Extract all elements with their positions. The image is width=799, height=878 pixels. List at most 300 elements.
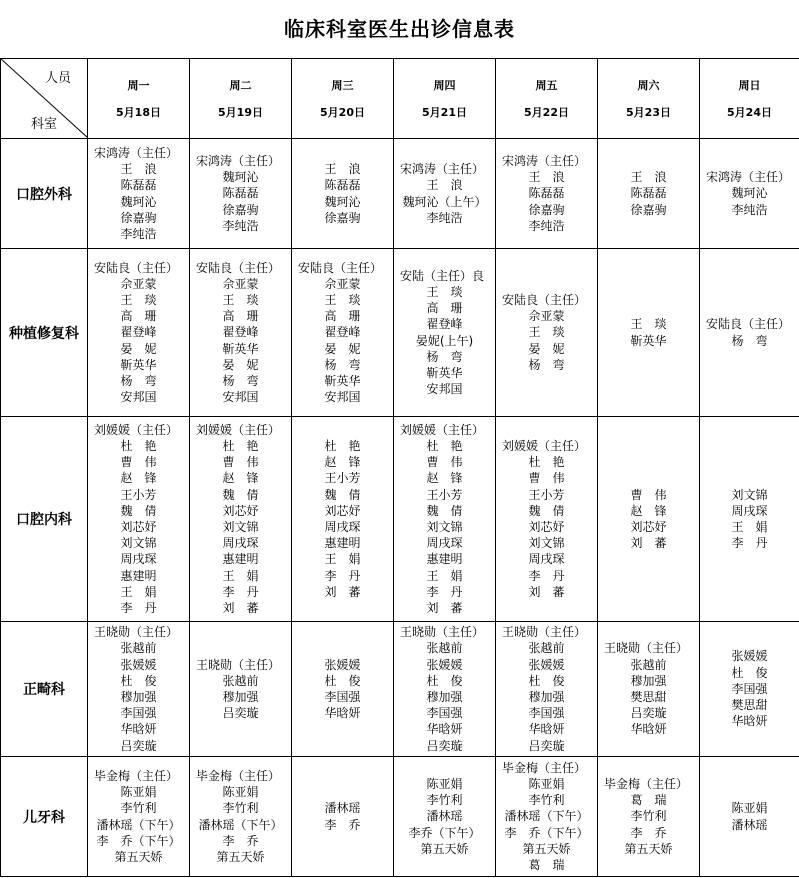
day-date: 5月24日 — [727, 106, 772, 119]
day-header — [292, 59, 394, 139]
doctor-name: 刘 蕃 — [222, 601, 259, 616]
doctor-name: 徐嘉驹 — [630, 202, 667, 217]
doctor-name: 张媛媛 — [528, 657, 565, 672]
doctor-name: 安邦国 — [324, 390, 361, 405]
doctor-name: 李国强 — [426, 706, 463, 721]
doctor-name: 穆加强 — [222, 690, 259, 704]
doctor-name: 张越前 — [630, 657, 667, 672]
doctor-list — [292, 161, 393, 226]
doctor-name: 樊思甜 — [630, 690, 667, 704]
doctor-name: 安陆良（主任） — [94, 260, 179, 275]
doctor-name: 赵 锋 — [630, 503, 667, 518]
doctor-name: 张媛媛 — [426, 657, 463, 672]
day-date: 5月22日 — [524, 106, 569, 119]
doctor-list — [190, 657, 291, 722]
doctor-name: 潘林瑶（下午） — [198, 817, 283, 832]
doctor-name: 刘文锦 — [426, 520, 463, 534]
doctor-list — [496, 760, 597, 873]
doctor-name: 王 浪 — [426, 178, 463, 193]
doctor-name: 华晗妍 — [324, 706, 361, 721]
doctor-name: 刘媛媛（主任） — [400, 422, 485, 437]
schedule-cell — [88, 249, 190, 417]
schedule-cell — [394, 417, 496, 622]
doctor-name: 王小芳 — [528, 487, 565, 502]
doctor-name: 刘 蕃 — [324, 584, 361, 599]
department-row — [1, 417, 799, 622]
doctor-name: 佘亚蒙 — [324, 276, 361, 291]
doctor-name: 吕奕璇 — [630, 706, 667, 721]
schedule-cell — [88, 139, 190, 249]
department-name: 口腔内科 — [1, 417, 88, 622]
doctor-name: 曹 伟 — [426, 455, 463, 470]
doctor-name: 吕奕璇 — [528, 738, 565, 753]
doctor-name: 晏 妮 — [528, 341, 565, 356]
doctor-name: 翟登峰 — [222, 325, 259, 340]
doctor-name: 陈磊磊 — [324, 178, 361, 193]
day-name: 周三 — [331, 79, 354, 92]
day-header — [700, 59, 799, 139]
doctor-name: 王晓勋（主任） — [400, 625, 485, 640]
doctor-list — [190, 260, 291, 406]
doctor-list — [598, 316, 699, 348]
doctor-name: 李纯浩 — [528, 218, 565, 233]
doctor-name: 杜 俊 — [324, 673, 361, 688]
schedule-cell — [700, 757, 799, 877]
doctor-name: 安陆良（主任） — [502, 292, 587, 307]
schedule-cell — [292, 139, 394, 249]
doctor-name: 穆加强 — [528, 690, 565, 704]
page-title: 临床科室医生出诊信息表 — [284, 17, 515, 41]
schedule-cell — [700, 622, 799, 757]
schedule-cell — [88, 622, 190, 757]
doctor-name: 魏 倩 — [222, 487, 259, 502]
doctor-list — [88, 768, 189, 865]
doctor-name: 毕金梅（主任） — [502, 760, 587, 775]
doctor-name: 穆加强 — [630, 673, 667, 688]
doctor-list — [292, 438, 393, 600]
doctor-name: 高 珊 — [426, 301, 463, 316]
doctor-name: 晏 妮 — [120, 341, 157, 356]
doctor-name: 靳英华 — [426, 365, 463, 380]
doctor-name: 王 娟 — [222, 568, 259, 583]
day-header — [88, 59, 190, 139]
doctor-name: 翟登峰 — [426, 317, 463, 332]
doctor-name: 刘文锦 — [528, 536, 565, 551]
doctor-name: 魏珂沁 — [120, 194, 157, 209]
department-name: 口腔外科 — [1, 139, 88, 249]
doctor-name: 张媛媛 — [120, 657, 157, 672]
doctor-name: 徐嘉驹 — [222, 202, 259, 217]
doctor-name: 高 珊 — [324, 309, 361, 324]
doctor-name: 刘芯妤 — [528, 520, 565, 534]
doctor-name: 李纯浩 — [222, 218, 259, 233]
doctor-list — [88, 260, 189, 406]
doctor-name: 周戌琛 — [324, 520, 361, 534]
header-row — [1, 59, 799, 139]
doctor-name: 李竹利 — [426, 793, 463, 808]
doctor-name: 刘 蕃 — [528, 584, 565, 599]
doctor-name: 陈磊磊 — [630, 186, 667, 201]
doctor-name: 徐嘉驹 — [120, 210, 157, 225]
day-name: 周一 — [127, 79, 150, 92]
doctor-list — [88, 145, 189, 242]
doctor-name: 高 珊 — [222, 309, 259, 324]
doctor-name: 杨 弯 — [222, 374, 259, 388]
department-row — [1, 249, 799, 417]
doctor-name: 刘媛媛（主任） — [94, 422, 179, 437]
doctor-list — [394, 268, 495, 398]
schedule-cell — [496, 622, 598, 757]
doctor-name: 第五天娇 — [624, 841, 673, 856]
doctor-name: 第五天娇 — [522, 841, 571, 856]
doctor-name: 华晗妍 — [630, 722, 667, 737]
department-name: 种植修复科 — [1, 249, 88, 417]
doctor-name: 王 琰 — [324, 292, 361, 307]
schedule-cell — [190, 417, 292, 622]
doctor-name: 赵 锋 — [426, 471, 463, 486]
doctor-list — [292, 657, 393, 722]
doctor-name: 翟登峰 — [120, 325, 157, 340]
doctor-name: 华晗妍 — [528, 722, 565, 737]
schedule-table — [0, 58, 799, 877]
doctor-list — [496, 438, 597, 600]
doctor-name: 杨 弯 — [731, 333, 768, 348]
doctor-name: 李国强 — [528, 706, 565, 721]
doctor-list — [190, 422, 291, 616]
doctor-name: 惠建明 — [426, 552, 463, 567]
doctor-name: 王 琰 — [222, 292, 259, 307]
doctor-name: 陈亚娟 — [426, 776, 463, 791]
doctor-name: 安陆（主任）良 — [400, 268, 485, 283]
doctor-name: 李 丹 — [731, 536, 768, 551]
doctor-name: 王 娟 — [731, 520, 768, 534]
doctor-name: 刘媛媛（主任） — [196, 422, 281, 437]
doctor-name: 晏 妮 — [222, 357, 259, 372]
doctor-list — [190, 768, 291, 865]
doctor-name: 魏珂沁 — [222, 170, 259, 185]
doctor-name: 杜 艳 — [528, 455, 565, 470]
doctor-name: 李国强 — [120, 706, 157, 721]
doctor-name: 陈磊磊 — [222, 186, 259, 201]
department-row — [1, 757, 799, 877]
day-header — [394, 59, 496, 139]
corner-dept-label: 科室 — [31, 117, 58, 132]
doctor-name: 王晓勋（主任） — [94, 625, 179, 640]
doctor-name: 安邦国 — [426, 382, 463, 397]
doctor-name: 周戌琛 — [426, 536, 463, 551]
doctor-name: 李纯浩 — [731, 202, 768, 217]
doctor-list — [598, 169, 699, 218]
day-name: 周六 — [637, 79, 660, 92]
doctor-name: 魏 倩 — [324, 487, 361, 502]
doctor-name: 李 乔（下午） — [96, 833, 181, 848]
schedule-cell — [292, 249, 394, 417]
doctor-name: 潘林瑶 — [426, 809, 463, 824]
doctor-list — [700, 648, 799, 729]
doctor-name: 李竹利 — [528, 793, 565, 808]
doctor-name: 王小芳 — [324, 471, 361, 486]
doctor-name: 李 丹 — [426, 584, 463, 599]
doctor-name: 李 乔 — [630, 825, 667, 840]
doctor-list — [394, 624, 495, 754]
doctor-name: 周戌琛 — [120, 552, 157, 567]
doctor-name: 刘芯妤 — [630, 520, 667, 534]
doctor-name: 李竹利 — [222, 801, 259, 816]
day-date: 5月19日 — [218, 106, 263, 119]
doctor-name: 陈磊磊 — [120, 178, 157, 193]
doctor-name: 杜 俊 — [426, 673, 463, 688]
doctor-name: 张越前 — [222, 673, 259, 688]
doctor-name: 毕金梅（主任） — [196, 768, 281, 783]
doctor-name: 赵 锋 — [324, 455, 361, 470]
doctor-name: 赵 锋 — [222, 471, 259, 486]
doctor-name: 张媛媛 — [324, 657, 361, 672]
doctor-name: 刘 蕃 — [630, 536, 667, 551]
doctor-name: 王晓勋（主任） — [196, 657, 281, 672]
schedule-body — [1, 139, 799, 877]
doctor-name: 晏妮(上午) — [415, 333, 474, 348]
doctor-name: 李 丹 — [324, 568, 361, 583]
doctor-name: 吕奕璇 — [120, 738, 157, 753]
doctor-name: 陈亚娟 — [528, 776, 565, 791]
doctor-name: 佘亚蒙 — [222, 276, 259, 291]
doctor-name: 刘芯妤 — [120, 520, 157, 534]
doctor-list — [598, 487, 699, 552]
doctor-name: 华晗妍 — [426, 722, 463, 737]
schedule-cell — [700, 139, 799, 249]
doctor-name: 魏珂沁 — [731, 186, 768, 201]
doctor-name: 靳英华 — [630, 333, 667, 348]
doctor-name: 第五天娇 — [216, 849, 265, 864]
doctor-name: 惠建明 — [324, 536, 361, 551]
day-date: 5月23日 — [626, 106, 671, 119]
doctor-name: 樊思甜 — [731, 698, 768, 713]
schedule-cell — [88, 757, 190, 877]
doctor-name: 第五天娇 — [420, 841, 469, 856]
department-name: 正畸科 — [1, 622, 88, 757]
schedule-cell — [598, 622, 700, 757]
doctor-name: 刘芯妤 — [222, 503, 259, 518]
doctor-name: 杨 弯 — [426, 349, 463, 364]
schedule-cell — [394, 249, 496, 417]
schedule-cell — [496, 757, 598, 877]
doctor-list — [700, 169, 799, 218]
doctor-name: 华晗妍 — [731, 714, 768, 729]
doctor-name: 李 乔（下午） — [504, 825, 589, 840]
doctor-name: 宋鸿涛（主任） — [400, 162, 485, 177]
doctor-name: 王晓勋（主任） — [604, 641, 689, 656]
doctor-name: 吕奕璇 — [222, 706, 259, 721]
doctor-name: 周戌琛 — [731, 503, 768, 518]
doctor-name: 李 乔 — [324, 817, 361, 832]
doctor-name: 王 浪 — [528, 170, 565, 185]
schedule-cell — [292, 757, 394, 877]
doctor-name: 魏 倩 — [426, 503, 463, 518]
doctor-name: 王晓勋（主任） — [502, 625, 587, 640]
schedule-cell — [394, 139, 496, 249]
doctor-name: 魏 倩 — [120, 503, 157, 518]
doctor-name: 葛 瑞 — [528, 858, 565, 872]
doctor-name: 刘芯妤 — [324, 503, 361, 518]
doctor-name: 佘亚蒙 — [120, 276, 157, 291]
doctor-name: 王 琰 — [630, 317, 667, 332]
doctor-name: 穆加强 — [426, 690, 463, 704]
schedule-cell — [394, 622, 496, 757]
doctor-name: 毕金梅（主任） — [604, 776, 689, 791]
doctor-name: 惠建明 — [222, 552, 259, 567]
schedule-cell — [190, 249, 292, 417]
doctor-name: 李 丹 — [222, 584, 259, 599]
doctor-name: 杜 俊 — [120, 673, 157, 688]
doctor-name: 杜 艳 — [120, 438, 157, 453]
doctor-name: 张越前 — [528, 641, 565, 656]
doctor-list — [700, 316, 799, 348]
doctor-name: 宋鸿涛（主任） — [706, 170, 791, 185]
doctor-name: 安陆良（主任） — [298, 260, 383, 275]
schedule-cell — [88, 417, 190, 622]
day-name: 周五 — [535, 79, 558, 92]
doctor-name: 陈磊磊 — [528, 186, 565, 201]
day-header — [190, 59, 292, 139]
doctor-name: 杨 弯 — [324, 357, 361, 372]
doctor-list — [598, 640, 699, 737]
doctor-list — [88, 624, 189, 754]
schedule-cell — [598, 417, 700, 622]
doctor-name: 王 浪 — [120, 162, 157, 177]
doctor-name: 刘 蕃 — [426, 601, 463, 616]
doctor-name: 王 琰 — [528, 325, 565, 340]
schedule-cell — [190, 757, 292, 877]
doctor-name: 靳英华 — [324, 374, 361, 388]
doctor-name: 翟登峰 — [324, 325, 361, 340]
doctor-name: 魏珂沁 — [324, 194, 361, 209]
schedule-cell — [496, 417, 598, 622]
schedule-cell — [598, 249, 700, 417]
doctor-name: 李竹利 — [120, 801, 157, 816]
corner-header — [1, 59, 88, 139]
doctor-name: 周戌琛 — [528, 552, 565, 567]
doctor-name: 宋鸿涛（主任） — [94, 145, 179, 160]
doctor-name: 魏 倩 — [528, 503, 565, 518]
day-date: 5月20日 — [320, 106, 365, 119]
department-row — [1, 622, 799, 757]
doctor-name: 李 丹 — [120, 601, 157, 616]
schedule-cell — [394, 757, 496, 877]
doctor-name: 毕金梅（主任） — [94, 768, 179, 783]
doctor-list — [394, 422, 495, 616]
day-header — [496, 59, 598, 139]
doctor-name: 徐嘉驹 — [324, 210, 361, 225]
doctor-name: 杜 俊 — [731, 665, 768, 680]
day-name: 周二 — [229, 79, 252, 92]
doctor-name: 安邦国 — [120, 390, 157, 405]
doctor-list — [394, 776, 495, 857]
doctor-name: 赵 锋 — [120, 471, 157, 486]
department-row — [1, 139, 799, 249]
doctor-name: 安陆良（主任） — [196, 260, 281, 275]
doctor-name: 王 娟 — [426, 568, 463, 583]
doctor-name: 李 乔 — [222, 833, 259, 848]
doctor-name: 王 琰 — [426, 284, 463, 299]
schedule-cell — [598, 757, 700, 877]
doctor-name: 陈亚娟 — [120, 785, 157, 800]
doctor-name: 李纯浩 — [120, 226, 157, 241]
doctor-name: 刘文锦 — [120, 536, 157, 551]
doctor-name: 靳英华 — [222, 341, 259, 356]
doctor-name: 高 珊 — [120, 309, 157, 324]
doctor-name: 潘林瑶（下午） — [96, 817, 181, 832]
corner-staff-label: 人员 — [44, 71, 71, 86]
doctor-list — [190, 153, 291, 234]
doctor-name: 杜 艳 — [222, 438, 259, 453]
doctor-name: 王 浪 — [324, 162, 361, 177]
doctor-name: 穆加强 — [120, 690, 157, 704]
doctor-list — [394, 161, 495, 226]
doctor-name: 潘林瑶 — [324, 801, 361, 816]
doctor-name: 张媛媛 — [731, 649, 768, 664]
doctor-list — [292, 260, 393, 406]
schedule-cell — [292, 622, 394, 757]
doctor-name: 王 浪 — [630, 170, 667, 185]
doctor-name: 宋鸿涛（主任） — [502, 153, 587, 168]
doctor-name: 佘亚蒙 — [528, 309, 565, 324]
doctor-name: 潘林瑶 — [731, 817, 768, 832]
doctor-name: 靳英华 — [120, 357, 157, 372]
doctor-name: 张越前 — [120, 641, 157, 656]
day-name: 周四 — [433, 79, 456, 92]
doctor-name: 杜 俊 — [528, 673, 565, 688]
doctor-name: 李乔（下午） — [408, 825, 481, 840]
doctor-name: 徐嘉驹 — [528, 202, 565, 217]
doctor-name: 安陆良（主任） — [706, 317, 791, 332]
doctor-name: 王小芳 — [120, 487, 157, 502]
doctor-name: 张越前 — [426, 641, 463, 656]
doctor-name: 杜 艳 — [426, 438, 463, 453]
doctor-name: 葛 瑞 — [630, 793, 667, 808]
doctor-list — [496, 153, 597, 234]
doctor-name: 陈亚娟 — [222, 785, 259, 800]
doctor-name: 晏 妮 — [324, 341, 361, 356]
doctor-list — [700, 487, 799, 552]
doctor-name: 王 娟 — [120, 584, 157, 599]
doctor-name: 刘文锦 — [731, 487, 768, 502]
department-name: 儿牙科 — [1, 757, 88, 877]
doctor-name: 杜 艳 — [324, 438, 361, 453]
schedule-cell — [292, 417, 394, 622]
doctor-list — [700, 800, 799, 832]
doctor-list — [496, 292, 597, 373]
doctor-name: 王 琰 — [120, 292, 157, 307]
doctor-name: 王 娟 — [324, 552, 361, 567]
doctor-name: 杨 弯 — [528, 357, 565, 372]
doctor-name: 杨 弯 — [120, 374, 157, 388]
doctor-name: 宋鸿涛（主任） — [196, 153, 281, 168]
doctor-list — [88, 422, 189, 616]
doctor-name: 李国强 — [731, 681, 768, 696]
doctor-name: 第五天娇 — [114, 849, 163, 864]
day-date: 5月18日 — [116, 106, 161, 119]
doctor-name: 刘文锦 — [222, 520, 259, 534]
day-name: 周日 — [738, 79, 761, 92]
schedule-cell — [598, 139, 700, 249]
schedule-cell — [700, 249, 799, 417]
doctor-list — [292, 800, 393, 832]
doctor-name: 潘林瑶（下午） — [504, 809, 589, 824]
doctor-name: 周戌琛 — [222, 536, 259, 551]
day-header — [598, 59, 700, 139]
doctor-name: 李竹利 — [630, 809, 667, 824]
schedule-cell — [496, 249, 598, 417]
